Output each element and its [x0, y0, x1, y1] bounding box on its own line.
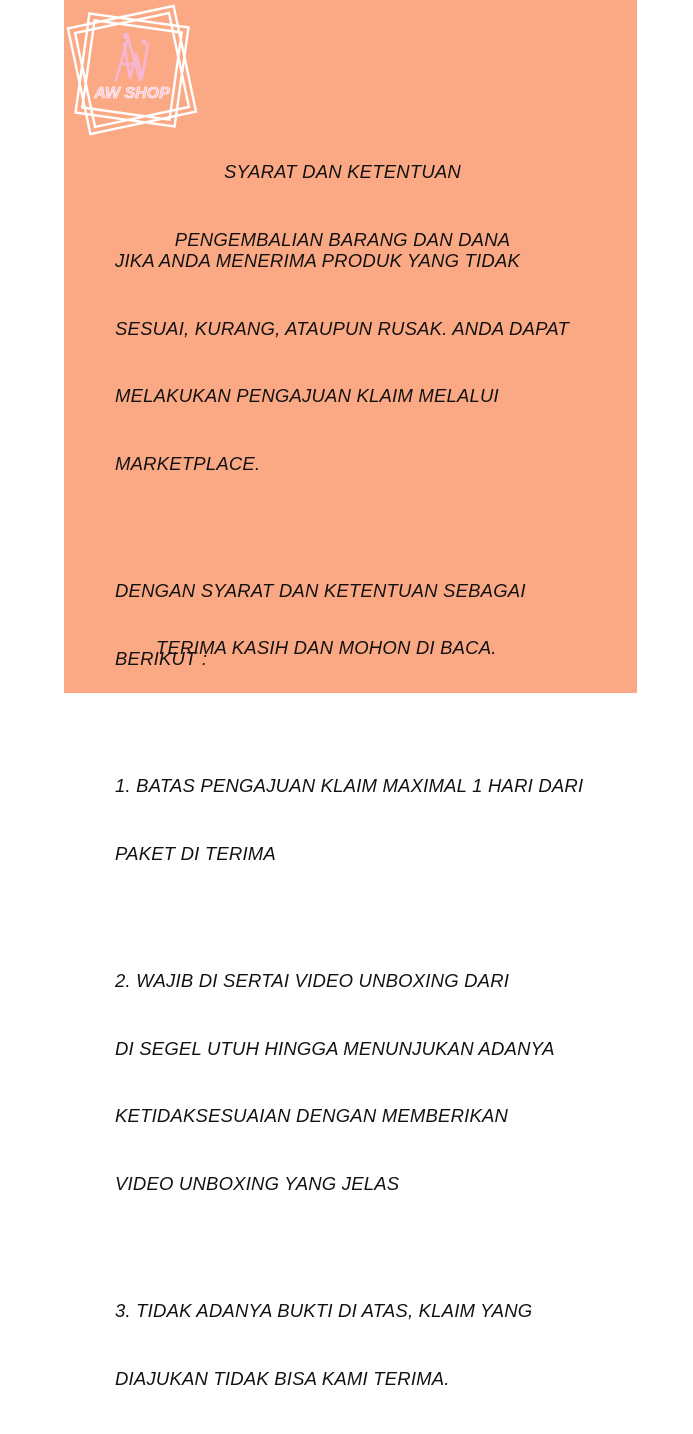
intro-line: SESUAI, KURANG, ATAUPUN RUSAK. ANDA DAPAT: [115, 317, 569, 339]
rule-1-line: 1. BATAS PENGAJUAN KLAIM MAXIMAL 1 HARI DARI: [115, 775, 584, 796]
intro-line: MARKETPLACE.: [115, 452, 261, 474]
conditions-heading-line: DENGAN SYARAT DAN KETENTUAN SEBAGAI: [115, 580, 526, 601]
closing-note: TERIMA KASIH DAN MOHON DI BACA.: [156, 637, 497, 658]
logo-text: AW SHOP: [94, 85, 170, 102]
title-line: SYARAT DAN KETENTUAN: [223, 161, 461, 182]
rule-2-line: KETIDAKSESUAIAN DENGAN MEMBERIKAN: [115, 1105, 509, 1126]
rule-3-line: DIAJUKAN TIDAK BISA KAMI TERIMA.: [115, 1367, 450, 1389]
rule-2-line: VIDEO UNBOXING YANG JELAS: [115, 1172, 400, 1194]
intro-line: JIKA ANDA MENERIMA PRODUK YANG TIDAK: [115, 250, 521, 271]
terms-body: [115, 205, 583, 1434]
rule-2-line: DI SEGEL UTUH HINGGA MENUNJUKAN ADANYA: [115, 1037, 555, 1059]
title-line: PENGEMBALIAN BARANG DAN DANA: [174, 228, 511, 250]
conditions-heading-line: BERIKUT :: [115, 647, 208, 669]
rule-2-line: 2. WAJIB DI SERTAI VIDEO UNBOXING DARI: [115, 970, 510, 991]
rule-1-line: PAKET DI TERIMA: [115, 842, 276, 864]
intro-line: MELAKUKAN PENGAJUAN KLAIM MELALUI: [115, 385, 499, 406]
rule-3-line: 3. TIDAK ADANYA BUKTI DI ATAS, KLAIM YANG: [115, 1300, 533, 1321]
aw-monogram-icon: [116, 34, 148, 80]
